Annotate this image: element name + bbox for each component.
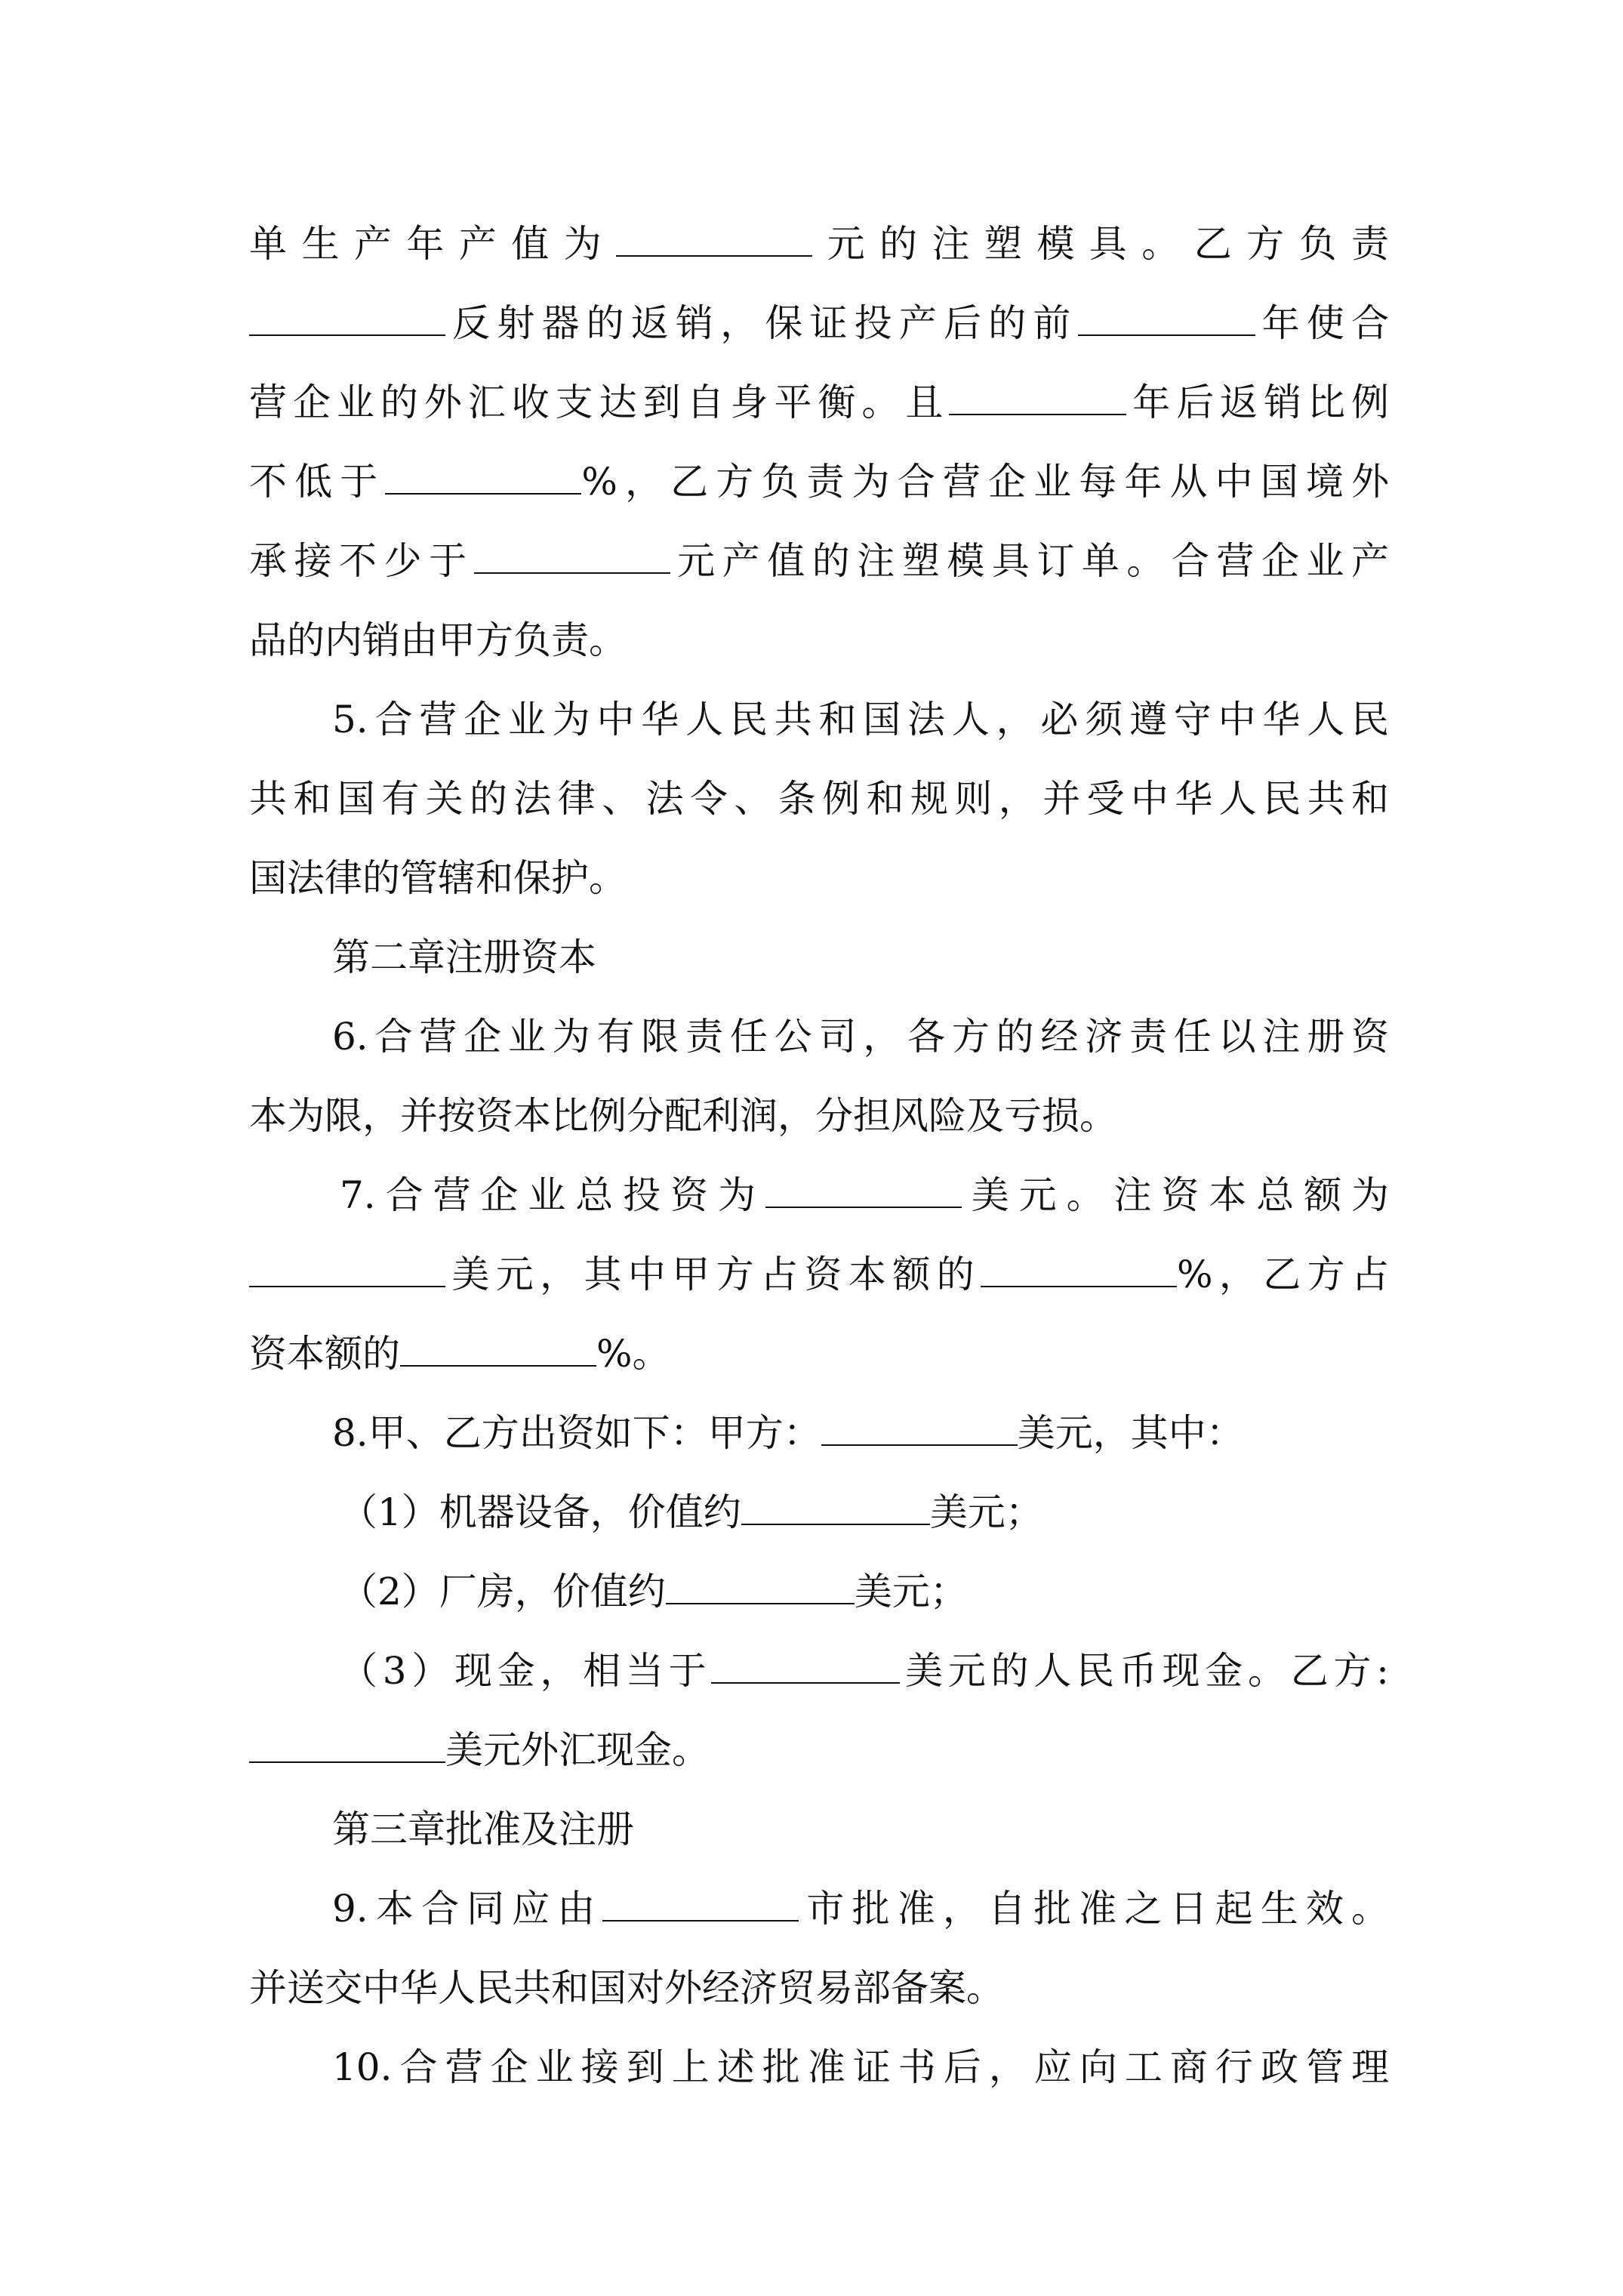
text-segment: 美元的人民币现金。乙方: — [900, 1649, 1389, 1693]
text-segment: %。 — [596, 1332, 670, 1376]
fill-blank[interactable] — [249, 301, 445, 336]
text-segment: 资本额的 — [249, 1332, 400, 1376]
text-line — [340, 1173, 1389, 1218]
fill-blank[interactable] — [474, 539, 670, 574]
text-line — [332, 1410, 1389, 1456]
text-segment: 美元； — [854, 1570, 968, 1613]
fill-blank[interactable] — [821, 1411, 1018, 1446]
text-line: 品的内销由甲方负责。 — [249, 618, 627, 662]
text-segment: 不低于 — [249, 460, 386, 504]
text-line — [249, 459, 1389, 504]
text-line — [340, 1569, 1389, 1614]
text-segment: （3）现金，相当于 — [340, 1649, 712, 1693]
text-line — [340, 1648, 1389, 1693]
chapter-heading: 第三章批准及注册 — [332, 1808, 634, 1851]
text-line — [249, 1727, 1389, 1773]
text-line — [249, 300, 1389, 346]
text-line: 国法律的管辖和保护。 — [249, 856, 627, 900]
fill-blank[interactable] — [981, 1253, 1177, 1287]
text-segment: 美元； — [929, 1490, 1043, 1534]
text-segment: 美元，其中甲方占资本额的 — [445, 1253, 981, 1296]
text-segment: 美元，其中： — [1017, 1411, 1244, 1455]
text-line: 10.合营企业接到上述批准证书后，应向工商行政管理 — [332, 2045, 1389, 2089]
fill-blank[interactable] — [249, 1728, 445, 1763]
text-segment: 反射器的返销，保证投产后的前 — [445, 301, 1078, 345]
text-line — [340, 1490, 1389, 1535]
text-segment: 单生产年产值为 — [249, 222, 617, 266]
text-line — [249, 221, 1389, 267]
text-segment: 元的注塑模具。乙方负责 — [812, 222, 1389, 266]
text-line: 共和国有关的法律、法令、条例和规则，并受中华人民共和 — [249, 777, 1389, 821]
text-line: 本为限，并按资本比例分配利润，分担风险及亏损。 — [249, 1094, 1117, 1138]
text-line: 并送交中华人民共和国对外经济贸易部备案。 — [249, 1966, 1004, 2010]
fill-blank[interactable] — [666, 1570, 855, 1604]
fill-blank[interactable] — [741, 1490, 930, 1525]
fill-blank[interactable] — [711, 1649, 900, 1684]
text-segment: %，乙方负责为合营企业每年从中国境外 — [581, 460, 1389, 504]
fill-blank[interactable] — [765, 1173, 962, 1208]
text-segment: 年后返销比例 — [1126, 381, 1389, 424]
text-line — [249, 538, 1389, 584]
fill-blank[interactable] — [400, 1332, 596, 1367]
text-line — [332, 1886, 1389, 1931]
fill-blank[interactable] — [249, 1253, 445, 1287]
text-segment: 美元。注资本总额为 — [961, 1173, 1389, 1217]
text-line — [249, 380, 1389, 425]
text-segment: 元产值的注塑模具订单。合营企业产 — [670, 539, 1389, 583]
text-line — [249, 1252, 1389, 1297]
text-segment: （2）厂房，价值约 — [340, 1570, 666, 1613]
text-segment: 8.甲、乙方出资如下：甲方： — [332, 1411, 821, 1455]
text-segment: 美元外汇现金。 — [445, 1728, 710, 1772]
text-segment: 市批准，自批准之日起生效。 — [799, 1887, 1389, 1931]
text-line: 5.合营企业为中华人民共和国法人，必须遵守中华人民 — [332, 698, 1389, 741]
text-segment: 7.合营企业总投资为 — [340, 1173, 765, 1217]
text-segment: %，乙方占 — [1176, 1253, 1389, 1296]
text-segment: 承接不少于 — [249, 539, 474, 583]
fill-blank[interactable] — [1078, 301, 1255, 336]
fill-blank[interactable] — [602, 1887, 799, 1922]
text-line — [249, 1331, 1389, 1376]
text-segment: 营企业的外汇收支达到自身平衡。且 — [249, 381, 950, 424]
text-segment: 9.本合同应由 — [332, 1887, 603, 1931]
fill-blank[interactable] — [616, 222, 812, 257]
chapter-heading: 第二章注册资本 — [332, 935, 596, 979]
fill-blank[interactable] — [385, 460, 581, 495]
text-line: 6.合营企业为有限责任公司，各方的经济责任以注册资 — [332, 1015, 1389, 1059]
text-segment: 年使合 — [1255, 301, 1389, 345]
fill-blank[interactable] — [949, 381, 1126, 415]
text-segment: （1）机器设备，价值约 — [340, 1490, 741, 1534]
